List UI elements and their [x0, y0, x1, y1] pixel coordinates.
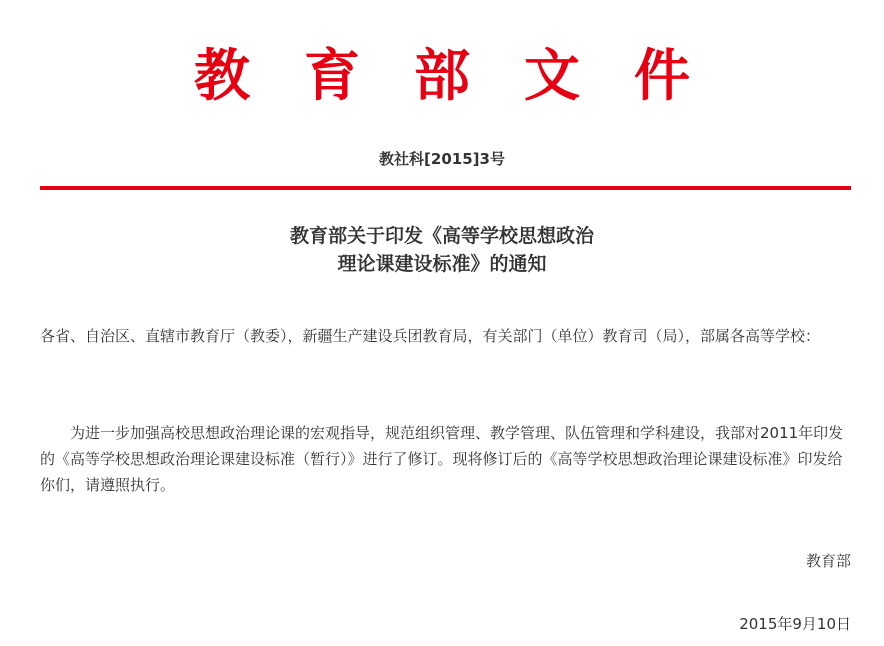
document-title-line-1: 教育部关于印发《高等学校思想政治: [289, 225, 594, 247]
issue-date: 2015年9月10日: [739, 615, 851, 633]
document-masthead: 教育部文件: [194, 43, 744, 109]
addressee-paragraph: 各省、自治区、直辖市教育厅（教委），新疆生产建设兵团教育局，有关部门（单位）教育司（局），部属各高等学校：: [40, 327, 821, 345]
issuer-signature: 教育部: [805, 552, 851, 570]
document-title-line-2: 理论课建设标准》的通知: [337, 253, 547, 275]
body-paragraph: 为进一步加强高校思想政治理论课的宏观指导，规范组织管理、教学管理、队伍管理和学科建设，我部对2011年印发的《高等学校思想政治理论课建设标准（暂行）》进行了修订。现将修订后的《高等学校思想政治理论课建设标准》印发给你们，请遵照执行。: [40, 424, 844, 494]
document-title: [0, 222, 884, 278]
red-divider-line: [40, 186, 851, 190]
document-number: 教社科[2015]3号: [379, 150, 505, 168]
